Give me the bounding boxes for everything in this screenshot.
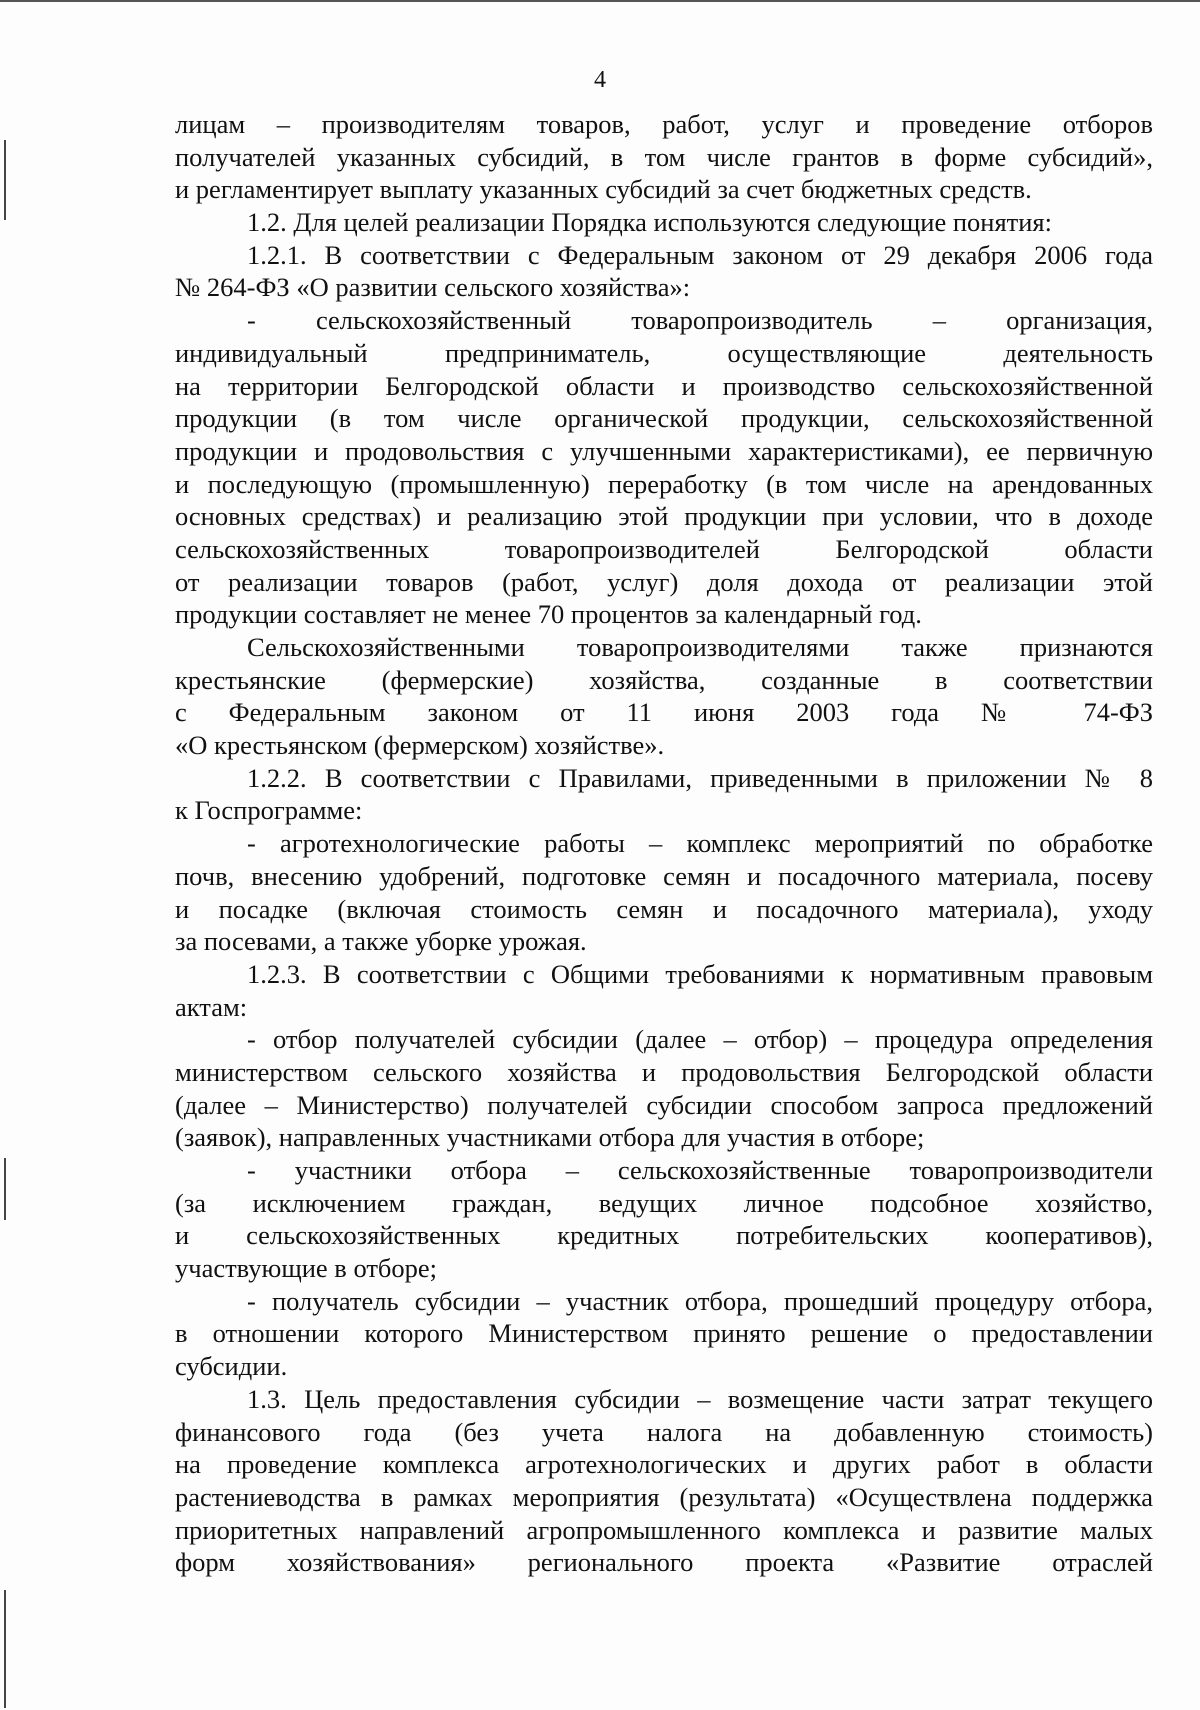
text-line: в отношении которого Министерством принято решение о предоставлении — [175, 1318, 1153, 1349]
scan-mark-left-middle — [4, 1158, 6, 1220]
text-line: «О крестьянском (фермерском) хозяйстве». — [175, 730, 665, 761]
text-line: продукции и продовольствия с улучшенными характеристиками), ее первичную — [175, 435, 1153, 466]
text-line: основных средствах) и реализацию этой продукции при условии, что в доходе — [175, 501, 1153, 532]
text-line: индивидуальный предприниматель, осуществляющие деятельность — [175, 337, 1153, 368]
text-line: (заявок), направленных участниками отбора для участия в отборе; — [175, 1122, 925, 1153]
text-line: получателей указанных субсидий, в том числе грантов в форме субсидий», — [175, 141, 1153, 172]
text-line: к Госпрограмме: — [175, 795, 363, 826]
text-line: и сельскохозяйственных кредитных потребительских кооперативов), — [175, 1220, 1153, 1251]
text-line: приоритетных направлений агропромышленного комплекса и развитие малых — [175, 1514, 1153, 1545]
text-line: (далее – Министерство) получателей субсидии способом запроса предложений — [175, 1089, 1153, 1120]
text-line: 1.2.3. В соответствии с Общими требованиями к нормативным правовым — [247, 958, 1153, 989]
text-line: и посадке (включая стоимость семян и посадочного материала), уходу — [175, 893, 1153, 924]
text-line: - агротехнологические работы – комплекс мероприятий по обработке — [247, 828, 1153, 859]
page-top-edge — [0, 0, 1200, 2]
text-line: лицам – производителям товаров, работ, услуг и проведение отборов — [175, 109, 1153, 139]
text-line: и последующую (промышленную) переработку (в том числе на арендованных — [175, 468, 1153, 499]
text-line: 1.2.1. В соответствии с Федеральным законом от 29 декабря 2006 года — [247, 239, 1153, 270]
text-line: № 264-ФЗ «О развитии сельского хозяйства»: — [175, 272, 691, 303]
page-number: 4 — [594, 67, 606, 93]
text-line: сельскохозяйственных товаропроизводителей Белгородской области — [175, 533, 1153, 564]
text-line: от реализации товаров (работ, услуг) доля дохода от реализации этой — [175, 566, 1153, 597]
text-line: за посевами, а также уборке урожая. — [175, 926, 587, 957]
text-line: министерством сельского хозяйства и продовольствия Белгородской области — [175, 1056, 1153, 1087]
text-line: и регламентирует выплату указанных субсидий за счет бюджетных средств. — [175, 174, 1032, 205]
text-line: почв, внесению удобрений, подготовке семян и посадочного материала, посеву — [175, 860, 1153, 891]
text-line: актам: — [175, 991, 248, 1022]
scan-mark-left-lower — [4, 1590, 6, 1708]
text-line: (за исключением граждан, ведущих личное подсобное хозяйство, — [175, 1187, 1153, 1218]
text-line: 1.2.2. В соответствии с Правилами, приведенными в приложении № 8 — [247, 762, 1153, 793]
text-line: крестьянские (фермерские) хозяйства, созданные в соответствии — [175, 664, 1153, 695]
text-line: продукции составляет не менее 70 процентов за календарный год. — [175, 599, 922, 630]
text-line: - отбор получателей субсидии (далее – отбор) – процедура определения — [247, 1024, 1153, 1055]
text-line: финансового года (без учета налога на добавленную стоимость) — [175, 1416, 1153, 1447]
scan-mark-left-upper — [4, 140, 6, 220]
text-line: 1.3. Цель предоставления субсидии – возмещение части затрат текущего — [247, 1383, 1153, 1414]
text-line: Сельскохозяйственными товаропроизводителями также признаются — [247, 632, 1153, 662]
text-line: растениеводства в рамках мероприятия (результата) «Осуществлена поддержка — [175, 1481, 1153, 1512]
text-line: продукции (в том числе органической продукции, сельскохозяйственной — [175, 403, 1153, 434]
document-body — [175, 108, 1153, 1579]
text-line: - получатель субсидии – участник отбора, прошедший процедуру отбора, — [247, 1285, 1153, 1316]
text-line: - участники отбора – сельскохозяйственные товаропроизводители — [247, 1155, 1153, 1185]
text-line: 1.2. Для целей реализации Порядка используются следующие понятия: — [247, 207, 1052, 238]
text-line: участвующие в отборе; — [175, 1253, 438, 1284]
text-line: форм хозяйствования» регионального проекта «Развитие отраслей — [175, 1547, 1153, 1578]
text-line: с Федеральным законом от 11 июня 2003 года № 74-ФЗ — [175, 697, 1153, 728]
text-line: субсидии. — [175, 1351, 288, 1382]
text-line: на проведение комплекса агротехнологических и других работ в области — [175, 1449, 1153, 1480]
text-line: - сельскохозяйственный товаропроизводитель – организация, — [247, 305, 1153, 336]
text-line: на территории Белгородской области и производство сельскохозяйственной — [175, 370, 1153, 401]
